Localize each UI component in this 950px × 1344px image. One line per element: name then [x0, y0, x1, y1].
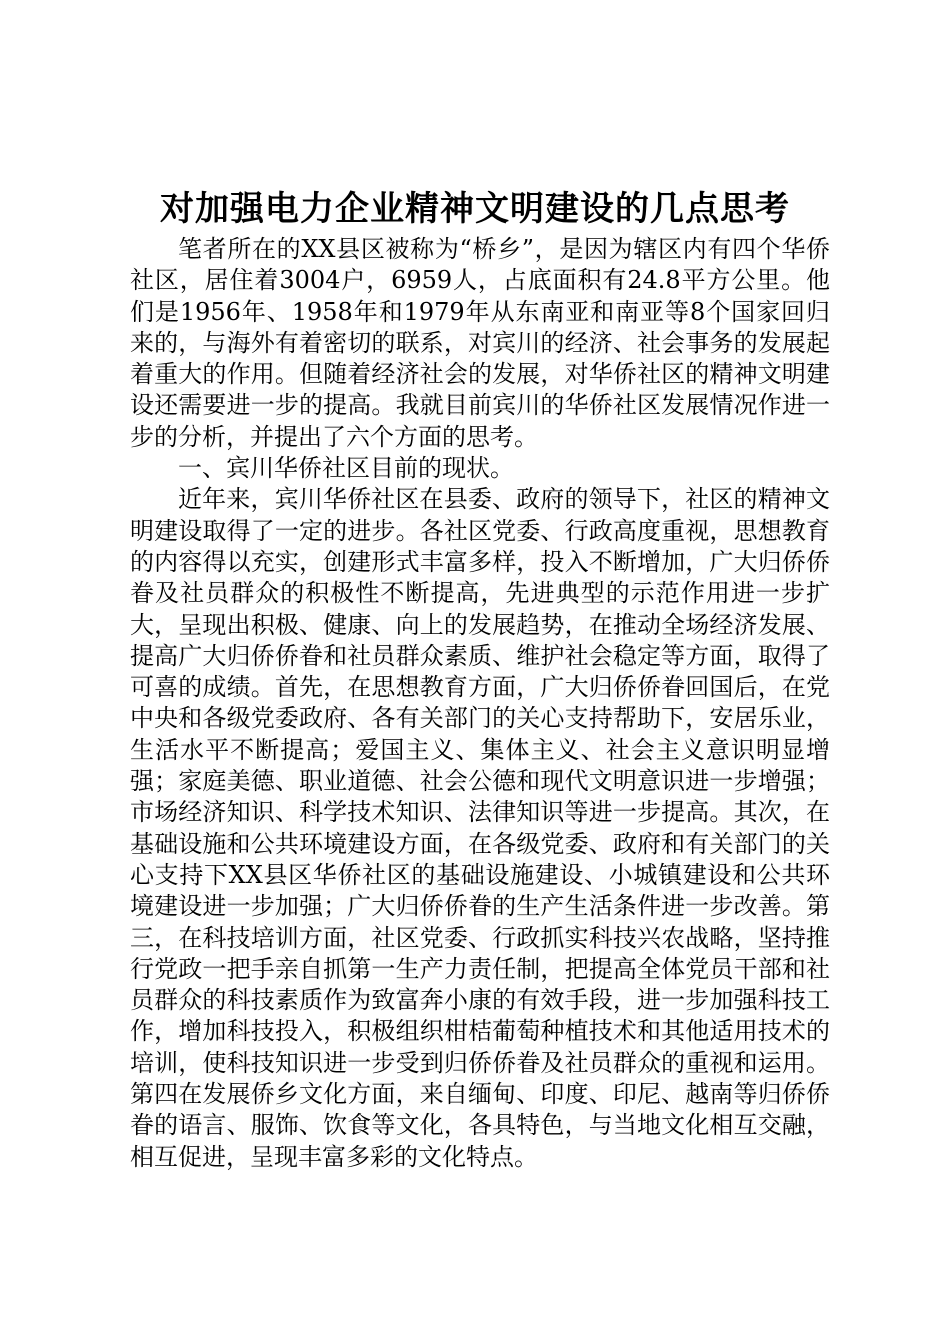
- document-title: 对加强电力企业精神文明建设的几点思考: [160, 189, 790, 229]
- section-heading: 一、宾川华侨社区目前的现状。: [178, 454, 514, 483]
- status-paragraph: 近年来，宾川华侨社区在县委、政府的领导下，社区的精神文明建设取得了一定的进步。各社区党委、行政高度重视，思想教育的内容得以充实，创建形式丰富多样，投入不断增加，广大归侨侨眷及社员群众的积极性不断提高，先进典型的示范作用进一步扩大，呈现出积极、健康、向上的发展趋势，在推动全场经济发展、提高广大归侨侨眷和社员群众素质、维护社会稳定等方面，取得了可喜的成绩。首先，在思想教育方面，广大归侨侨眷回国后，在党中央和各级党委政府、各有关部门的关心支持帮助下，安居乐业，生活水平不断提高；爱国主义、集体主义、社会主义意识明显增强；家庭美德、职业道德、社会公德和现代文明意识进一步增强；市场经济知识、科学技术知识、法律知识等进一步提高。其次，在基础设施和公共环境建设方面，在各级党委、政府和有关部门的关心支持下XX县区华侨社区的基础设施建设、小城镇建设和公共环境建设进一步加强；广大归侨侨眷的生产生活条件进一步改善。第三，在科技培训方面，社区党委、行政抓实科技兴农战略，坚持推行党政一把手亲自抓第一生产力责任制，把提高全体党员干部和社员群众的科技素质作为致富奔小康的有效手段，进一步加强科技工作，增加科技投入，积极组织柑桔葡萄种植技术和其他适用技术的培训，使科技知识进一步受到归侨侨眷及社员群众的重视和运用。第四在发展侨乡文化方面，来自缅甸、印度、印尼、越南等归侨侨眷的语言、服饰、饮食等文化，各具特色，与当地文化相互交融，相互促进，呈现丰富多彩的文化特点。: [130, 485, 830, 1171]
- document-body: [130, 234, 830, 1173]
- intro-paragraph: 笔者所在的XX县区被称为“桥乡”，是因为辖区内有四个华侨社区，居住着3004户，6959人，占底面积有24.8平方公里。他们是1956年、1958年和1979年从东南亚和南亚等8个国家回归来的，与海外有着密切的联系，对宾川的经济、社会事务的发展起着重大的作用。但随着经济社会的发展，对华侨社区的精神文明建设还需要进一步的提高。我就目前宾川的华侨社区发展情况作进一步的分析，并提出了六个方面的思考。: [130, 235, 830, 451]
